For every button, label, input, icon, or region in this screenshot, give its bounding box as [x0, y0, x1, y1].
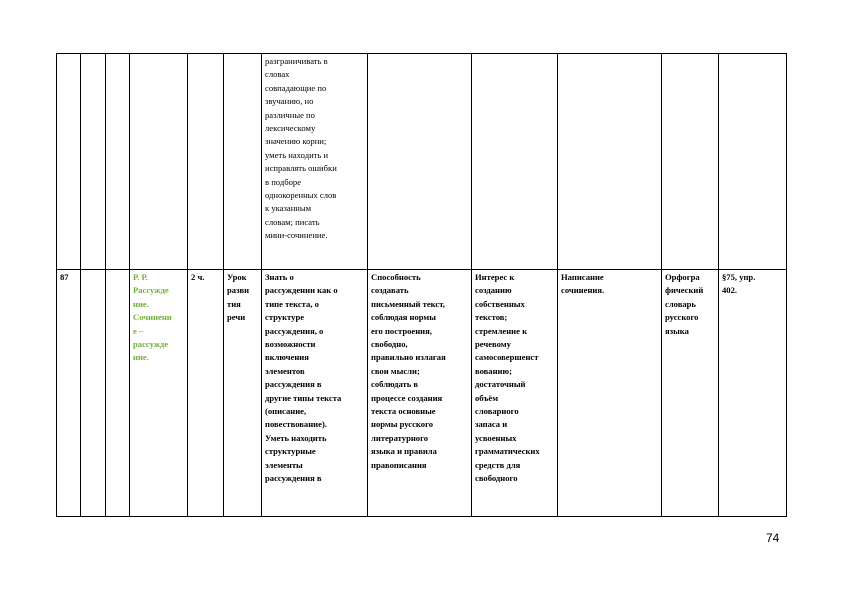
metasubject-cell — [368, 54, 472, 270]
personal-results-cell — [472, 54, 558, 270]
metasubject-cell: Способность создавать письменный текст, соблюдая нормы его построения, свободно, правильно излагая свои мысли; соблюдать в процессе создания текста основные нормы русского литературного языка и правила правописания — [368, 270, 472, 517]
content-cell: Знать о рассуждении как о типе текста, о структуре рассуждения, о возможности включения элементов рассуждения в другие типы текста (описание, повествование). Уметь находить структурные элементы рассуждения в — [262, 270, 368, 517]
topic-cell — [130, 54, 188, 270]
number-cell: 87 — [57, 270, 81, 517]
empty-cell — [81, 54, 106, 270]
topic-cell: Р. Р. Рассужде ние. Сочинени е – рассужде ние. — [130, 270, 188, 517]
table-row — [57, 270, 787, 517]
empty-cell — [106, 270, 130, 517]
empty-cell — [106, 54, 130, 270]
lesson-plan-table — [56, 53, 787, 517]
control-cell — [558, 54, 662, 270]
equipment-cell — [662, 54, 719, 270]
page-number: 74 — [766, 531, 780, 545]
personal-results-cell: Интерес к созданию собственных текстов; стремление к речевому самосовершенст вованию; достаточный объём словарного запаса и усвоенных грамматических средств для свободного — [472, 270, 558, 517]
lesson-type-cell — [224, 54, 262, 270]
hours-cell: 2 ч. — [188, 270, 224, 517]
homework-cell: §75, упр. 402. — [719, 270, 787, 517]
content-cell: разграничивать в словах совпадающие по звучанию, но различные по лексическому значению корни; уметь находить и исправлять ошибки в подборе однокоренных слов к указанным словам; писать мини-сочинение. — [262, 54, 368, 270]
control-cell: Написание сочинения. — [558, 270, 662, 517]
number-cell — [57, 54, 81, 270]
hours-cell — [188, 54, 224, 270]
lesson-type-cell: Урок разви тия речи — [224, 270, 262, 517]
equipment-cell: Орфогра фический словарь русского языка — [662, 270, 719, 517]
homework-cell — [719, 54, 787, 270]
empty-cell — [81, 270, 106, 517]
table-row — [57, 54, 787, 270]
